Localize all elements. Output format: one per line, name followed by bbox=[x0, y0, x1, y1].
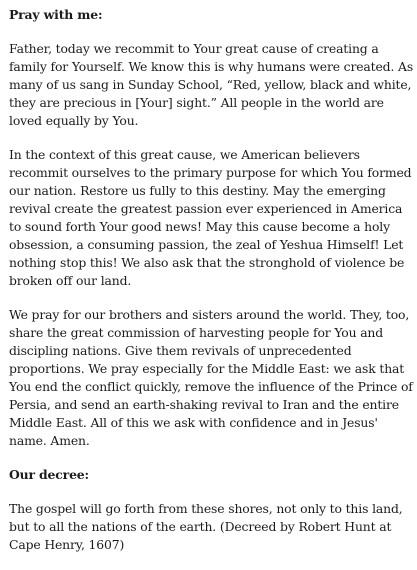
prayer-paragraph: In the context of this great cause, we American believers recommit ourselves to the primary purpose for which You formed our nation. Restore us fully to this destiny. May the emerging revival create the greatest passion ever experienced in America to sound forth Your good news! May this cause become a holy obsession, a consuming passion, the zeal of Yeshua Himself! Let nothing stop this! We also ask that the stronghold of violence be broken off our land. bbox=[9, 147, 412, 288]
decree-paragraph: The gospel will go forth from these shores, not only to this land, but to all the nations of the earth. (Decreed by Robert Hunt at Cape Henry, 1607) bbox=[9, 501, 403, 552]
prayer-paragraph: We pray for our brothers and sisters around the world. They, too, share the great commission of harvesting people for You and discipling nations. Give them revivals of unprecedented proportions. We pray especially for the Middle East: we ask that You end the conflict quickly, remove the influence of the Prince of Persia, and send an earth-shaking revival to Iran and the entire Middle East. All of this we ask with confidence and in Jesus' name. Amen. bbox=[9, 307, 413, 448]
prayer-heading: Pray with me: bbox=[9, 7, 103, 22]
document-page bbox=[9, 6, 414, 570]
prayer-paragraph: Father, today we recommit to Your great cause of creating a family for Yourself. We know this is why humans were created. As many of us sang in Sunday School, “Red, yellow, black and white, they are precious in [Your] sight.” All people in the world are loved equally by You. bbox=[9, 41, 414, 128]
decree-heading: Our decree: bbox=[9, 467, 89, 482]
